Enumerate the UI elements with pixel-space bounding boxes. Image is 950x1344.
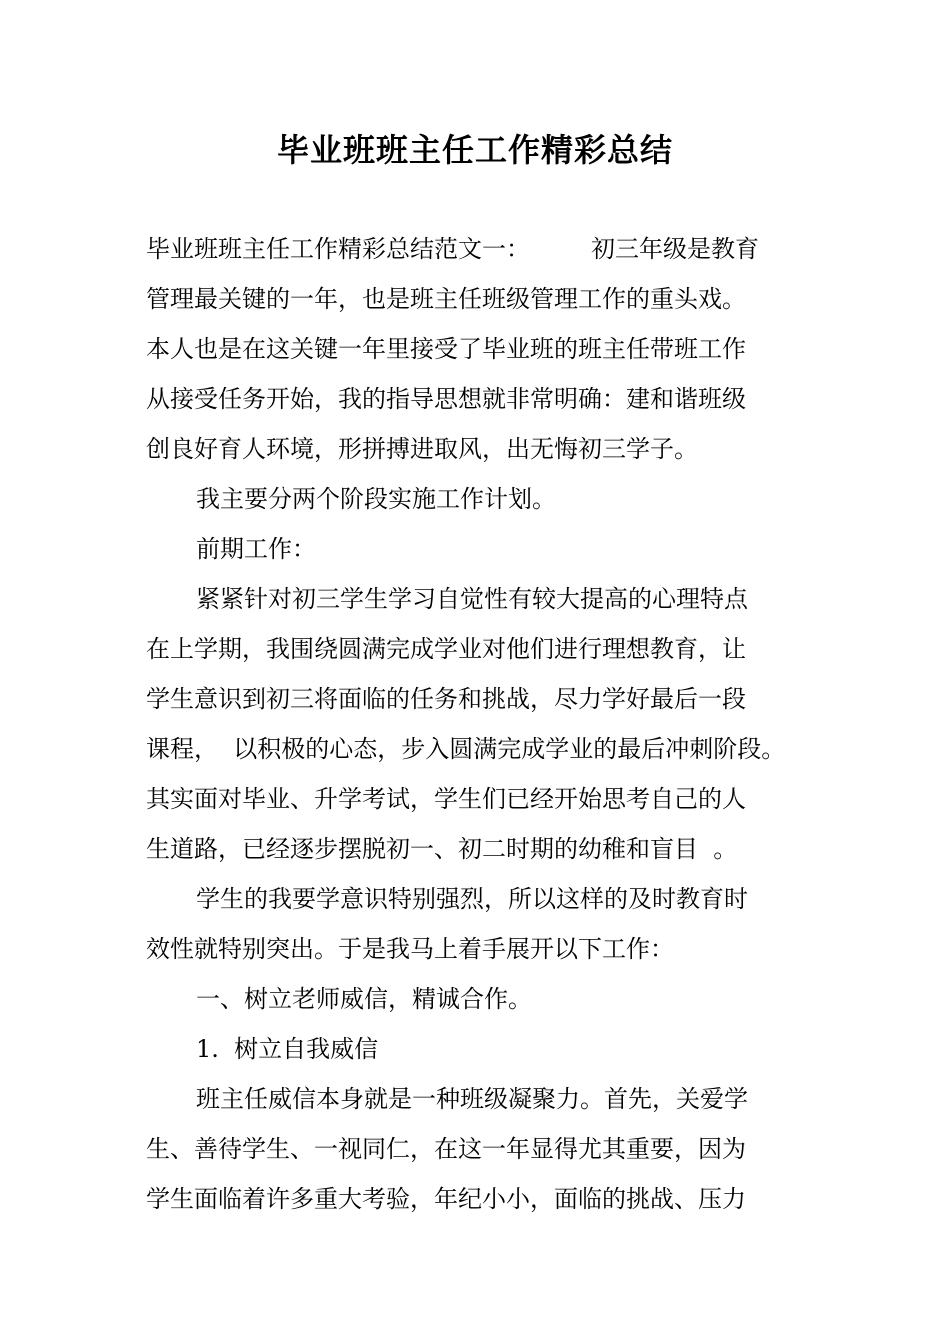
text-line: 生道路，已经逐步摆脱初一、初二时期的幼稚和盲目 。 [146, 835, 738, 863]
text-line: 学生的我要学意识特别强烈，所以这样的及时教育时 [196, 885, 748, 913]
text-line: 从接受任务开始，我的指导思想就非常明确：建和谐班级 [146, 385, 746, 413]
text-line: 本人也是在这关键一年里接受了毕业班的班主任带班工作 [146, 335, 746, 363]
document-body [146, 224, 846, 1224]
text-line: 创良好育人环境，形拼搏进取风，出无悔初三学子。 [146, 435, 698, 463]
text-line: 我主要分两个阶段实施工作计划。 [196, 485, 556, 513]
text-line: 效性就特别突出。于是我马上着手展开以下工作： [146, 935, 674, 963]
text-line: 班主任威信本身就是一种班级凝聚力。首先，关爱学 [196, 1085, 748, 1113]
text-line: 在上学期，我围绕圆满完成学业对他们进行理想教育，让 [146, 635, 746, 663]
text-line: 一、树立老师威信，精诚合作。 [196, 985, 532, 1013]
text-line: 紧紧针对初三学生学习自觉性有较大提高的心理特点 [196, 585, 748, 613]
text-line: 学生意识到初三将面临的任务和挑战，尽力学好最后一段 [146, 685, 746, 713]
text-line: 1. 树立自我威信 [196, 1035, 379, 1063]
text-line: 学生面临着许多重大考验，年纪小小，面临的挑战、压力 [146, 1185, 746, 1213]
text-line: 前期工作： [196, 535, 316, 563]
text-line: 生、善待学生、一视同仁，在这一年显得尤其重要，因为 [146, 1135, 746, 1163]
text-line: 管理最关键的一年，也是班主任班级管理工作的重头戏。 [146, 285, 746, 313]
text-line: 其实面对毕业、升学考试，学生们已经开始思考自己的人 [146, 785, 746, 813]
text-line: 课程， 以积极的心态，步入圆满完成学业的最后冲刺阶段。 [146, 735, 786, 763]
document-title: 毕业班班主任工作精彩总结 [276, 131, 673, 169]
text-line: 毕业班班主任工作精彩总结范文一： 初三年级是教育 [146, 235, 760, 263]
